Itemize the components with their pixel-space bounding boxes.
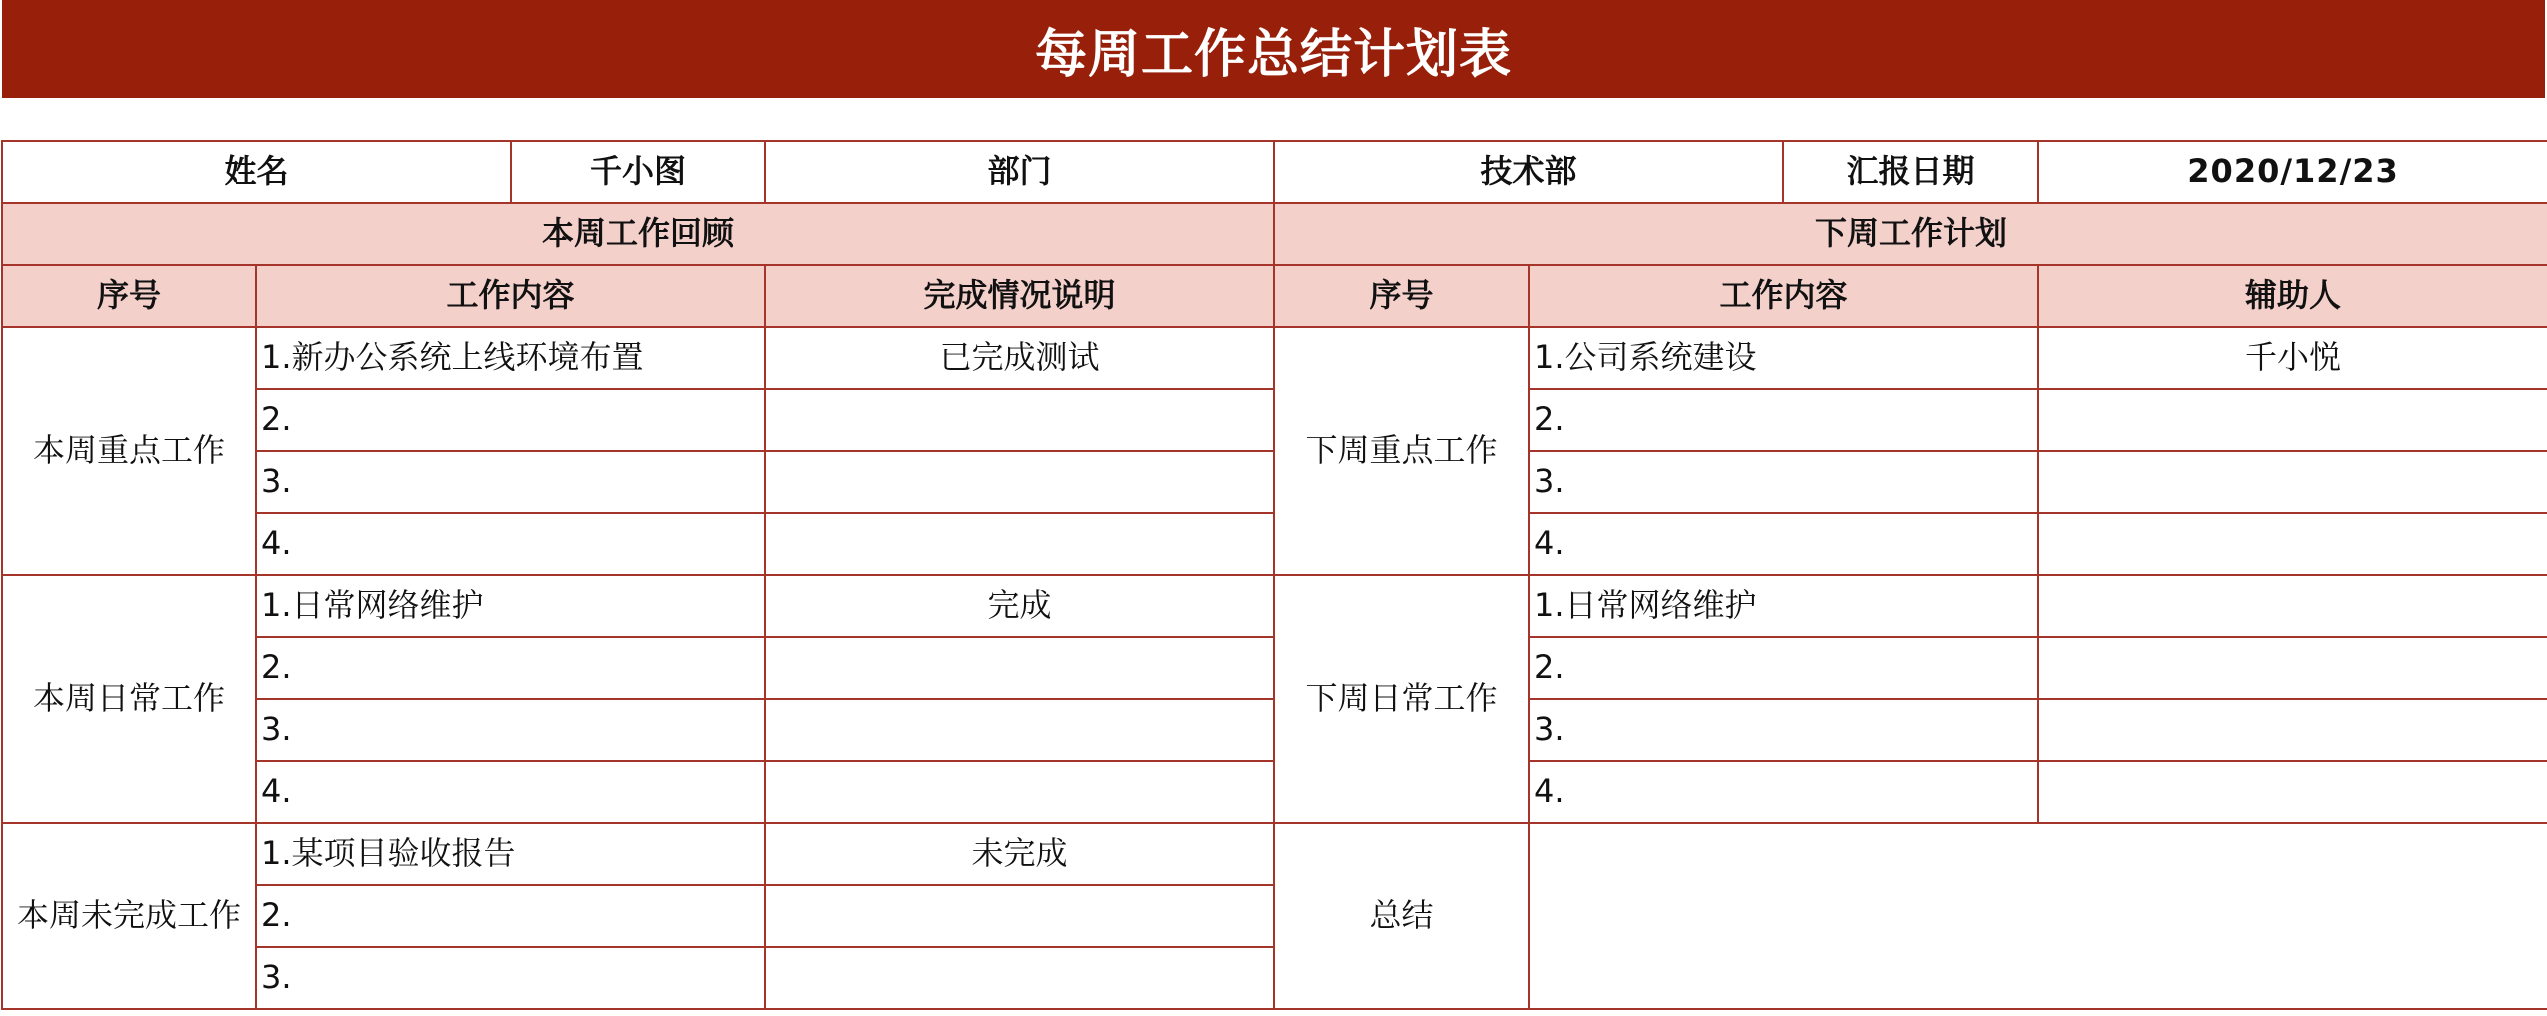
review-unfinished-status[interactable]	[765, 947, 1274, 1009]
summary-field[interactable]	[1529, 823, 2547, 1009]
sheet-title: 每周工作总结计划表	[2, 0, 2545, 98]
plan-daily-content[interactable]: 4.	[1529, 761, 2038, 823]
plan-key-content[interactable]: 1.公司系统建设	[1529, 327, 2038, 389]
review-daily-content[interactable]: 2.	[256, 637, 765, 699]
table-row	[2, 823, 2547, 885]
plan-key-label: 下周重点工作	[1274, 327, 1529, 575]
review-daily-status[interactable]: 完成	[765, 575, 1274, 637]
review-section-header: 本周工作回顾	[2, 203, 1274, 265]
plan-daily-content[interactable]: 3.	[1529, 699, 2038, 761]
review-daily-status[interactable]	[765, 761, 1274, 823]
review-daily-status[interactable]	[765, 637, 1274, 699]
plan-key-helper[interactable]	[2038, 389, 2547, 451]
review-unfinished-content[interactable]: 1.某项目验收报告	[256, 823, 765, 885]
plan-key-helper[interactable]	[2038, 513, 2547, 575]
review-key-status[interactable]	[765, 513, 1274, 575]
plan-key-content[interactable]: 2.	[1529, 389, 2038, 451]
plan-col-seq: 序号	[1274, 265, 1529, 327]
review-unfinished-status[interactable]: 未完成	[765, 823, 1274, 885]
plan-daily-helper[interactable]	[2038, 575, 2547, 637]
review-key-content[interactable]: 2.	[256, 389, 765, 451]
table-row	[2, 575, 2547, 637]
plan-daily-helper[interactable]	[2038, 637, 2547, 699]
plan-key-content[interactable]: 4.	[1529, 513, 2038, 575]
review-unfinished-content[interactable]: 3.	[256, 947, 765, 1009]
table-row	[2, 327, 2547, 389]
date-label: 汇报日期	[1783, 141, 2038, 203]
info-row	[2, 141, 2547, 203]
review-key-status[interactable]	[765, 451, 1274, 513]
plan-col-content: 工作内容	[1529, 265, 2038, 327]
review-unfinished-content[interactable]: 2.	[256, 885, 765, 947]
review-key-label: 本周重点工作	[2, 327, 256, 575]
review-daily-content[interactable]: 4.	[256, 761, 765, 823]
review-key-status[interactable]	[765, 389, 1274, 451]
review-key-content[interactable]: 1.新办公系统上线环境布置	[256, 327, 765, 389]
plan-daily-helper[interactable]	[2038, 699, 2547, 761]
plan-col-helper: 辅助人	[2038, 265, 2547, 327]
review-daily-status[interactable]	[765, 699, 1274, 761]
weekly-plan-table	[1, 140, 2547, 1010]
plan-daily-content[interactable]: 2.	[1529, 637, 2038, 699]
review-key-content[interactable]: 4.	[256, 513, 765, 575]
review-daily-content[interactable]: 1.日常网络维护	[256, 575, 765, 637]
plan-section-header: 下周工作计划	[1274, 203, 2547, 265]
dept-label: 部门	[765, 141, 1274, 203]
date-value[interactable]: 2020/12/23	[2038, 141, 2547, 203]
summary-label: 总结	[1274, 823, 1529, 1009]
name-label: 姓名	[2, 141, 511, 203]
section-header-row	[2, 203, 2547, 265]
review-col-content: 工作内容	[256, 265, 765, 327]
review-key-content[interactable]: 3.	[256, 451, 765, 513]
dept-value[interactable]: 技术部	[1274, 141, 1783, 203]
review-col-status: 完成情况说明	[765, 265, 1274, 327]
name-value[interactable]: 千小图	[511, 141, 765, 203]
review-key-status[interactable]: 已完成测试	[765, 327, 1274, 389]
review-col-seq: 序号	[2, 265, 256, 327]
review-daily-content[interactable]: 3.	[256, 699, 765, 761]
plan-daily-content[interactable]: 1.日常网络维护	[1529, 575, 2038, 637]
review-unfinished-status[interactable]	[765, 885, 1274, 947]
review-unfinished-label: 本周未完成工作	[2, 823, 256, 1009]
plan-daily-label: 下周日常工作	[1274, 575, 1529, 823]
review-daily-label: 本周日常工作	[2, 575, 256, 823]
plan-key-helper[interactable]	[2038, 451, 2547, 513]
column-header-row	[2, 265, 2547, 327]
plan-key-helper[interactable]: 千小悦	[2038, 327, 2547, 389]
plan-daily-helper[interactable]	[2038, 761, 2547, 823]
plan-key-content[interactable]: 3.	[1529, 451, 2038, 513]
